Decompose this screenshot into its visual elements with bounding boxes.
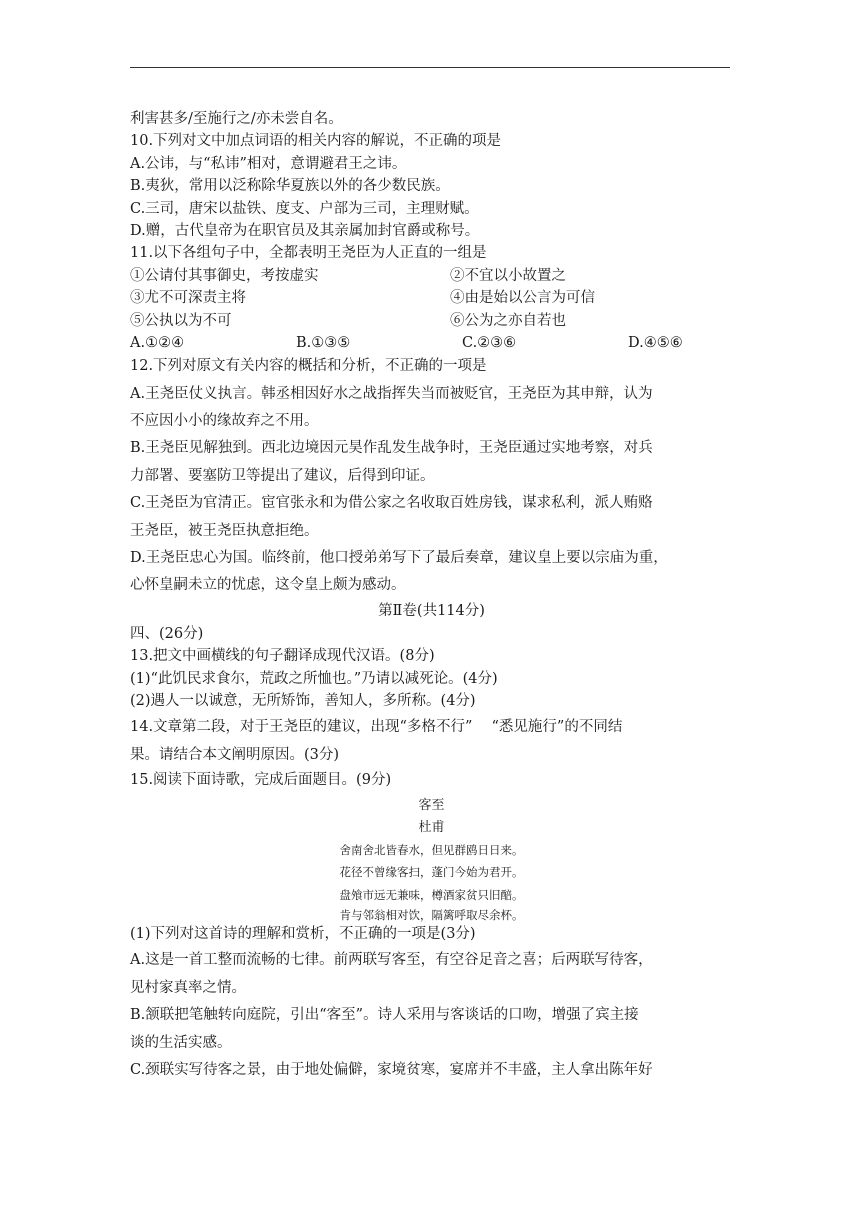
q12-option-a xyxy=(130,381,733,436)
poem-line-2: 花径不曾缘客扫，蓬门今始为君开。 xyxy=(339,865,524,880)
q11-item-1: ①公请付其事御史，考按虚实 xyxy=(130,267,319,284)
question-12 xyxy=(130,355,733,600)
q15-option-c xyxy=(130,1057,733,1084)
q15-option-a xyxy=(130,947,733,1002)
q11-options xyxy=(130,332,733,354)
q11-items-row xyxy=(130,310,733,332)
header-rule xyxy=(130,67,730,68)
q13-stem: 13.把文中画横线的句子翻译成现代汉语。(8分) xyxy=(130,648,435,665)
q10-option-c: C.三司，唐宋以盐铁、度支、户部为三司，主理财赋。 xyxy=(130,200,479,217)
q11-item-4: ④由是始以公言为可信 xyxy=(450,290,595,307)
q11-item-5: ⑤公执以为不可 xyxy=(130,312,232,329)
q11-option-b: B.①③⑤ xyxy=(296,334,351,351)
q11-option-a: A.①②④ xyxy=(130,334,185,351)
poem-line-1: 舍南舍北皆春水，但见群鸥日日来。 xyxy=(339,842,524,857)
poem-line-4: 肯与邻翁相对饮，隔篱呼取尽余杯。 xyxy=(339,907,524,922)
q15-stem: 15.阅读下面诗歌，完成后面题目。(9分) xyxy=(130,772,392,789)
q10-stem: 10.下列对文中加点词语的相关内容的解说，不正确的项是 xyxy=(130,133,502,150)
q12-option-c-line: 王尧臣，被王尧臣执意拒绝。 xyxy=(130,522,319,539)
poem-line-3: 盘飧市远无兼味，樽酒家贫只旧醅。 xyxy=(339,888,524,903)
q12-option-d-line: D.王尧臣忠心为国。临终前，他口授弟弟写下了最后奏章，建议皇上要以宗庙为重， xyxy=(130,550,668,567)
q11-item-3: ③尤不可深责主将 xyxy=(130,290,246,307)
question-13 xyxy=(130,645,733,712)
q11-items-row xyxy=(130,265,733,287)
continued-line: 利害甚多/至施行之/亦未尝自名。 xyxy=(130,111,343,127)
q13-sentence-1: (1)“此饥民求食尔，荒政之所恤也。”乃请以减死论。(4分) xyxy=(130,670,498,687)
question-15 xyxy=(130,769,733,1084)
q12-option-c-line: C.王尧臣为官清正。宦官张永和为借公家之名收取百姓房钱，谋求私利，派人贿赂 xyxy=(130,495,653,512)
q12-stem: 12.下列对原文有关内容的概括和分析，不正确的一项是 xyxy=(130,358,487,375)
q15-option-a-line: A.这是一首工整而流畅的七律。前两联写客至，有空谷足音之喜；后两联写待客， xyxy=(130,952,653,969)
q15-option-b-line: B.颔联把笔触转向庭院，引出“客至”。诗人采用与客谈话的口吻，增强了宾主接 xyxy=(130,1007,639,1024)
q14-line: 果。请结合本文阐明原因。(3分) xyxy=(130,746,340,763)
q12-option-c xyxy=(130,490,733,545)
q15-option-b-line: 谈的生活实感。 xyxy=(130,1034,232,1051)
q11-item-6: ⑥公为之亦自若也 xyxy=(450,312,566,329)
question-14 xyxy=(130,714,733,769)
q10-option-a: A.公讳，与“私讳”相对，意谓避君王之讳。 xyxy=(130,155,407,172)
q15-option-b xyxy=(130,1002,733,1057)
q15-option-c-line: C.颈联实写待客之景，由于地处偏僻，家境贫寒，宴席并不丰盛，主人拿出陈年好 xyxy=(130,1061,653,1078)
question-10 xyxy=(130,130,733,242)
page-content xyxy=(130,108,733,1084)
poem-title: 客至 xyxy=(418,797,445,813)
q15-option-a-line: 见村家真率之情。 xyxy=(130,979,246,996)
q14-line: 14.文章第二段，对于王尧臣的建议，出现“多格不行” “悉见施行”的不同结 xyxy=(130,719,623,736)
q11-stem: 11.以下各组句子中，全都表明王尧臣为人正直的一组是 xyxy=(130,245,487,262)
q12-option-a-line: 不应因小小的缘故弃之不用。 xyxy=(130,413,319,430)
q10-option-d: D.赠，古代皇帝为在职官员及其亲属加封官爵或称号。 xyxy=(130,222,480,239)
q12-option-b xyxy=(130,435,733,490)
q12-option-a-line: A.王尧臣仗义执言。韩丞相因好水之战指挥失当而被贬官，王尧臣为其申辩，认为 xyxy=(130,385,653,402)
q11-option-c: C.②③⑥ xyxy=(462,334,517,351)
q11-item-2: ②不宜以小故置之 xyxy=(450,267,566,284)
q15-sub-1: (1)下列对这首诗的理解和赏析，不正确的一项是(3分) xyxy=(130,925,476,942)
q12-option-b-line: 力部署、要塞防卫等提出了建议，后得到印证。 xyxy=(130,467,435,484)
q13-sentence-2: (2)遇人一以诚意，无所矫饰，善知人，多所称。(4分) xyxy=(130,692,476,709)
q11-option-d: D.④⑤⑥ xyxy=(628,334,683,351)
q12-option-b-line: B.王尧臣见解独到。西北边境因元昊作乱发生战争时，王尧臣通过实地考察，对兵 xyxy=(130,440,653,457)
q11-items-row xyxy=(130,287,733,309)
section-4-heading: 四、(26分) xyxy=(130,625,204,642)
q12-option-d xyxy=(130,545,733,600)
volume-2-heading: 第Ⅱ卷(共114分) xyxy=(378,602,485,619)
question-11 xyxy=(130,242,733,354)
q10-option-b: B.夷狄，常用以泛称除华夏族以外的各少数民族。 xyxy=(130,178,450,195)
q12-option-d-line: 心怀皇嗣未立的忧虑，这令皇上颇为感动。 xyxy=(130,577,406,594)
poem-author: 杜甫 xyxy=(418,819,445,835)
